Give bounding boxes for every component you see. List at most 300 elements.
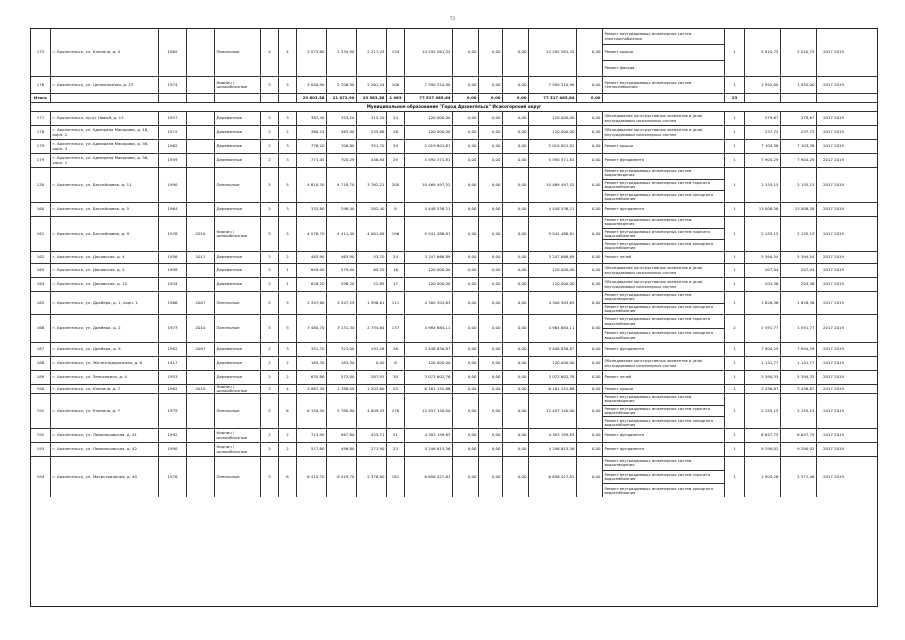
table-row <box>31 203 877 217</box>
table-cell: 134 <box>387 29 405 76</box>
table-cell: 191 <box>31 394 51 428</box>
table-cell: 0,00 <box>479 278 503 291</box>
work-item: Ремонт внутридомовых инженерных систем горячего водоснабжения <box>603 315 724 329</box>
table-cell: 3 <box>261 385 279 393</box>
work-item: Ремонт внутридомовых инженерных систем горячего водоснабжения <box>603 229 724 241</box>
table-cell: 8 <box>387 203 405 216</box>
address-cell: г. Архангельск, ул. Бассейновая, д. 11 <box>51 168 159 202</box>
table-cell: 7 590 310,90 <box>405 77 453 93</box>
table-cell: 446,84 <box>357 154 387 167</box>
work-item: Ремонт внутридомовых инженерных систем водоотведения <box>603 217 724 229</box>
table-cell: 5 <box>261 292 279 314</box>
table-cell: 0,00 <box>453 77 479 93</box>
table-cell: 713,90 <box>297 429 327 442</box>
table-cell: 1 <box>725 292 745 314</box>
table-cell: 6 150,50 <box>297 394 327 428</box>
table-cell: 0,00 <box>453 217 479 251</box>
table-cell: 2 <box>261 126 279 139</box>
table-cell: 778,20 <box>297 140 327 153</box>
table-cell: 5 394,33 <box>745 371 781 384</box>
table-cell: 2017 2019 <box>822 281 845 287</box>
table-cell: 3 448 856,87 <box>529 343 577 356</box>
table-cell: 29 <box>387 140 405 153</box>
table-cell: 203,36 <box>781 278 817 291</box>
subtotal-cell: 77 517 085,64 <box>405 94 453 102</box>
table-cell: 6 656 427,81 <box>405 457 453 497</box>
table-cell: 9 290,02 <box>745 443 781 456</box>
work-item: Ремонт внутридомовых инженерных систем водоотведения <box>603 292 724 304</box>
table-cell: 7 590 310,90 <box>529 77 577 93</box>
table-row <box>31 168 877 203</box>
table-cell: 0,00 <box>503 140 529 153</box>
table-cell: 279,67 <box>781 112 817 125</box>
table-cell: 2017 2019 <box>822 267 845 273</box>
table-cell: 2 <box>725 315 745 342</box>
work-item: Ремонт внутридомовых инженерных систем теплоснабжения <box>604 80 692 89</box>
works-cell <box>603 140 725 153</box>
table-cell: 463,90 <box>297 252 327 263</box>
table-cell: 1934 <box>159 278 187 291</box>
table-cell: 7 904,29 <box>745 343 781 356</box>
table-cell: 130 <box>31 168 51 202</box>
subtotal-cell <box>261 94 279 102</box>
table-cell: 167 <box>31 343 51 356</box>
table-cell: 183,30 <box>297 357 327 370</box>
table-cell: 2017 2019 <box>822 385 845 391</box>
works-cell <box>603 371 725 384</box>
table-cell: 2 <box>279 252 297 263</box>
table-cell: 5 <box>279 217 297 251</box>
table-cell: 2 706,90 <box>327 77 357 93</box>
table-cell: Деревянные <box>215 264 261 277</box>
address-cell: г. Архангельск, ул. Клепача, д. 5 <box>51 29 159 76</box>
table-cell: 12 457 140,00 <box>529 394 577 428</box>
work-item: Обследование конструктивных элементов и (или) внутридомовых инженерных систем <box>604 280 703 289</box>
table-cell: 181 <box>387 457 405 497</box>
works-cell <box>603 217 725 251</box>
table-cell: 3 040,90 <box>297 77 327 93</box>
table-row <box>31 126 877 140</box>
table-cell <box>187 357 215 370</box>
table-cell: 2007 <box>187 343 215 356</box>
address-cell: г. Архангельск, ул. Зеньковича, д. 4 <box>51 371 159 384</box>
table-cell: 279,67 <box>745 112 781 125</box>
table-cell <box>187 140 215 153</box>
table-cell: 1 303,60 <box>357 385 387 393</box>
table-cell: 160 <box>31 203 51 216</box>
work-item: Ремонт внутридомовых инженерных систем водоотведения <box>603 168 724 180</box>
table-cell: 111 <box>387 292 405 314</box>
table-cell: 5 590 371,81 <box>529 154 577 167</box>
table-cell: 0,00 <box>503 217 529 251</box>
table-cell: 0,00 <box>503 154 529 167</box>
table-cell: 51 <box>387 429 405 442</box>
table-cell: 463,90 <box>327 252 357 263</box>
table-cell: 10 469 497,52 <box>529 168 577 202</box>
table-cell: 0,00 <box>503 112 529 125</box>
work-item: Ремонт внутридомовых инженерных систем холодного водоснабжения <box>604 331 714 340</box>
table-cell: 161 <box>31 217 51 251</box>
table-cell: 196 <box>387 217 405 251</box>
table-cell: 1 <box>725 217 745 251</box>
table-cell: 1962 <box>159 343 187 356</box>
table-cell: 0,00 <box>453 168 479 202</box>
table-cell: 706,80 <box>327 140 357 153</box>
table-cell: 1 <box>725 77 745 93</box>
table-cell: 26 <box>387 126 405 139</box>
table-cell: 120 000,00 <box>405 126 453 139</box>
table-cell: 179 <box>31 154 51 167</box>
table-cell: 177 <box>31 112 51 125</box>
table-cell: 1 <box>279 264 297 277</box>
table-cell: 5 <box>261 217 279 251</box>
table-cell <box>187 278 215 291</box>
table-cell: 1 591,77 <box>745 315 781 342</box>
works-cell <box>603 457 725 497</box>
table-cell: 5 <box>279 77 297 93</box>
table-cell: 2017 2019 <box>822 446 845 452</box>
table-cell: 2017 2019 <box>822 181 845 187</box>
table-cell: 17 <box>387 278 405 291</box>
table-row <box>31 315 877 343</box>
table-cell: 771,45 <box>297 154 327 167</box>
table-row <box>31 252 877 264</box>
table-cell: 9 290,02 <box>781 443 817 456</box>
work-item: Ремонт внутридомовых инженерных систем холодного водоснабжения <box>604 192 714 201</box>
table-cell: 0,00 <box>479 443 503 456</box>
table-cell: 8 <box>387 357 405 370</box>
subtotal-cell <box>51 94 159 102</box>
table-cell: 1 141,77 <box>781 357 817 370</box>
table-cell: 2017 2019 <box>822 81 845 87</box>
table-cell: 4 718,70 <box>327 168 357 202</box>
table-cell: 0,00 <box>503 443 529 456</box>
table-cell: 2017 2019 <box>822 432 845 438</box>
table-cell: 1 <box>725 154 745 167</box>
works-cell <box>603 77 725 93</box>
table-cell: 2 <box>261 357 279 370</box>
table-cell: 2 <box>261 140 279 153</box>
table-cell: 0,00 <box>453 264 479 277</box>
table-cell: 0,00 <box>479 357 503 370</box>
table-cell: 2017 2019 <box>822 143 845 149</box>
work-item: Обследование конструктивных элементов и (или) внутридомовых инженерных систем <box>604 266 703 275</box>
table-cell: 0,00 <box>503 252 529 263</box>
table-cell: 5 019 801,81 <box>529 140 577 153</box>
subtotal-cell: 0,00 <box>479 94 503 102</box>
table-cell: 4 246 615,56 <box>405 443 453 456</box>
table-cell: 1 952,00 <box>745 77 781 93</box>
work-item: Ремонт внутридомовых инженерных систем горячего водоснабжения <box>603 406 724 418</box>
work-item: Обследование конструктивных элементов и (или) внутридомовых инженерных систем <box>604 359 703 368</box>
address-cell: г. Архангельск, ул. Дрейера, д. 9 <box>51 343 159 356</box>
table-cell: 0,00 <box>503 278 529 291</box>
table-cell: 360,24 <box>297 126 327 139</box>
address-cell: г. Архангельск, ул. Бассейновая, д. 9 <box>51 217 159 251</box>
table-row <box>31 278 877 292</box>
work-item: Ремонт фундамента <box>604 158 645 163</box>
table-cell: 2 <box>261 154 279 167</box>
table-cell: 0,00 <box>503 29 529 76</box>
table-cell: 55 <box>387 385 405 393</box>
table-cell: 6 419,70 <box>327 457 357 497</box>
table-cell: 235,86 <box>357 126 387 139</box>
table-cell: 1 828,36 <box>745 292 781 314</box>
subtotal-cell: 77 517 085,64 <box>529 94 577 102</box>
table-cell: 0,00 <box>453 126 479 139</box>
work-item: Ремонт печей <box>604 375 632 380</box>
table-cell: 0,00 <box>577 203 603 216</box>
table-cell: 26 <box>387 343 405 356</box>
works-cell <box>603 357 725 370</box>
table-cell: Деревянные <box>215 203 261 216</box>
table-cell: 29 <box>387 154 405 167</box>
table-cell: Панельные <box>215 457 261 497</box>
table-cell: 237,72 <box>781 126 817 139</box>
table-cell: 190 <box>31 385 51 393</box>
table-cell: 2017 2019 <box>822 407 845 413</box>
work-item: Ремонт крыши <box>604 144 634 149</box>
subtotal-cell: 23 <box>725 94 745 102</box>
table-cell: 2 <box>279 443 297 456</box>
table-cell: 0,00 <box>453 443 479 456</box>
table-cell: 4 303 199,83 <box>529 429 577 442</box>
table-cell: 1992 <box>159 429 187 442</box>
table-row <box>31 443 877 457</box>
table-cell: 3 131,30 <box>327 315 357 342</box>
table-cell <box>187 371 215 384</box>
table-cell: 1 <box>725 140 745 153</box>
table-cell: 425,71 <box>357 429 387 442</box>
table-cell: 0,00 <box>577 154 603 167</box>
table-cell: 0,00 <box>503 77 529 93</box>
table-cell: 0,00 <box>577 371 603 384</box>
subtotal-cell: Итого <box>31 94 51 102</box>
table-cell: 120 000,00 <box>529 126 577 139</box>
work-item: Ремонт внутридомовых инженерных систем холодного водоснабжения <box>604 486 714 495</box>
table-cell: 6 419,70 <box>297 457 327 497</box>
table-cell: 6 161 152,66 <box>529 385 577 393</box>
table-cell: 635,86 <box>297 371 327 384</box>
table-cell: 2017 2019 <box>822 346 845 352</box>
table-cell: 120 000,00 <box>405 357 453 370</box>
table-cell: 4 984 884,11 <box>529 315 577 342</box>
table-cell: 0,00 <box>479 77 503 93</box>
table-cell: 1 591,77 <box>781 315 817 342</box>
table-cell: 1962 <box>159 385 187 393</box>
table-cell: 3 <box>279 112 297 125</box>
table-cell: 2 <box>261 371 279 384</box>
table-cell: Кирпич / шлакоблочные <box>215 385 261 393</box>
table-cell: 0,00 <box>479 203 503 216</box>
table-cell: 1957 <box>159 112 187 125</box>
table-cell: 1974 <box>159 77 187 93</box>
table-cell: 13 008,58 <box>781 203 817 216</box>
table-cell: 0,00 <box>577 278 603 291</box>
table-row <box>31 457 877 497</box>
works-cell <box>603 112 725 125</box>
table-cell: Кирпич / шлакоблочные <box>215 77 261 93</box>
table-cell: 0,00 <box>503 315 529 342</box>
table-cell: 1990 <box>159 168 187 202</box>
table-cell <box>187 154 215 167</box>
table-cell: 2 <box>279 371 297 384</box>
table-cell: 1953 <box>159 371 187 384</box>
table-cell: 166 <box>31 315 51 342</box>
table-cell: 4 246 615,56 <box>529 443 577 456</box>
table-cell: 1 <box>725 252 745 263</box>
table-cell: 4 448 538,21 <box>405 203 453 216</box>
table-cell: 1962 <box>159 140 187 153</box>
section-title: Муниципальное образование "Город Архангельск" Исакогорский округ <box>366 103 542 109</box>
table-cell: 0,00 <box>479 315 503 342</box>
work-item: Ремонт фундамента <box>604 207 645 212</box>
table-cell: Панельные <box>215 292 261 314</box>
table-row <box>31 429 877 443</box>
table-cell: 0,00 <box>577 292 603 314</box>
table-cell: 2 754,64 <box>357 315 387 342</box>
table-cell: 137 <box>387 315 405 342</box>
table-cell: 5 378,60 <box>357 457 387 497</box>
table-cell: 2 <box>261 264 279 277</box>
table-cell: 1 <box>725 29 745 76</box>
table-cell: 3 067,30 <box>297 385 327 393</box>
table-cell: Деревянные <box>215 252 261 263</box>
table-cell: 2 155,15 <box>745 168 781 202</box>
table-cell: 315,20 <box>357 112 387 125</box>
table-cell: 0,00 <box>453 343 479 356</box>
table-row <box>31 264 877 278</box>
works-cell <box>603 168 725 202</box>
table-cell: 0,00 <box>577 126 603 139</box>
table-cell: 0,00 <box>577 217 603 251</box>
table-cell: 0,00 <box>503 457 529 497</box>
table-cell: 4 076,70 <box>297 217 327 251</box>
table-cell: 22,85 <box>357 278 387 291</box>
table-cell: 2017 2019 <box>822 115 845 121</box>
works-cell <box>603 429 725 442</box>
work-item: Обследование конструктивных элементов и (или) внутридомовых инженерных систем <box>604 114 703 123</box>
subtotal-cell: 23 803,58 <box>297 94 327 102</box>
work-item: Ремонт крыши <box>603 45 724 61</box>
table-cell: 192 <box>31 429 51 442</box>
table-cell: 1966 <box>159 292 187 314</box>
table-cell: 6 <box>279 457 297 497</box>
table-cell: 0,00 <box>577 394 603 428</box>
subtotal-cell <box>215 94 261 102</box>
table-cell: 3 448 856,87 <box>405 343 453 356</box>
table-row <box>31 357 877 371</box>
table-cell: 0,00 <box>453 112 479 125</box>
table-cell: 0,00 <box>503 429 529 442</box>
table-cell <box>187 264 215 277</box>
table-row <box>31 371 877 385</box>
table-cell: 120 000,00 <box>529 357 577 370</box>
works-cell <box>603 385 725 393</box>
table-cell: 0,00 <box>479 264 503 277</box>
address-cell: г. Архангельск, ул. Железнодорожная, д. 6 <box>51 357 159 370</box>
table-row <box>31 140 877 154</box>
work-item: Ремонт внутридомовых инженерных систем горячего водоснабжения <box>603 471 724 485</box>
table-cell: 106 <box>387 77 405 93</box>
table-row <box>31 77 877 94</box>
works-cell <box>603 343 725 356</box>
table-cell: 2 <box>261 443 279 456</box>
subtotal-cell <box>781 94 817 102</box>
table-cell: 207,04 <box>781 264 817 277</box>
subtotal-cell: 0,00 <box>503 94 529 102</box>
table-cell: 0,00 <box>503 343 529 356</box>
table-cell: 175 <box>31 29 51 76</box>
table-cell <box>187 29 215 76</box>
table-cell: 0,00 <box>577 264 603 277</box>
table-cell: 0,00 <box>503 357 529 370</box>
table-cell: 2017 2019 <box>822 299 845 305</box>
table-cell: 9 541 486,81 <box>529 217 577 251</box>
table-cell: 0,00 <box>503 264 529 277</box>
table-cell: 6 647,75 <box>745 429 781 442</box>
table-cell: 4 810,30 <box>297 168 327 202</box>
table-cell: 0,00 <box>479 292 503 314</box>
table-cell: 2 371,48 <box>781 457 817 497</box>
table-cell: 2 155,15 <box>781 394 817 428</box>
subtotal-cell <box>745 94 781 102</box>
works-cell <box>603 278 725 291</box>
table-cell: 387,30 <box>297 112 327 125</box>
table-cell: 1 <box>725 264 745 277</box>
table-cell: 572,00 <box>327 371 357 384</box>
table-cell: 0,00 <box>479 217 503 251</box>
table-cell: 0,00 <box>453 292 479 314</box>
table-cell: 1 <box>725 126 745 139</box>
table-cell: Кирпич / шлакоблочные <box>215 429 261 442</box>
table-cell <box>187 77 215 93</box>
table-cell: 5 <box>279 168 297 202</box>
table-cell: 1 141,77 <box>745 357 781 370</box>
table-cell: 2 217,23 <box>357 29 387 76</box>
table-cell: 0,00 <box>577 385 603 393</box>
table-cell: 5 010,75 <box>781 29 817 76</box>
work-item: Ремонт внутридомовых инженерных систем электроснабжения <box>603 29 724 45</box>
table-cell <box>187 394 215 428</box>
table-cell: 1 <box>725 429 745 442</box>
subtotal-row <box>31 94 877 103</box>
table-cell: 120 000,00 <box>405 112 453 125</box>
table-cell: 1964 <box>159 203 187 216</box>
table-cell: 0,00 <box>577 140 603 153</box>
table-cell: 4 <box>279 29 297 76</box>
table-cell: 2 334,90 <box>327 29 357 76</box>
table-cell: 0,00 <box>503 371 529 384</box>
table-cell: 3 <box>279 203 297 216</box>
table-cell: Панельные <box>215 394 261 428</box>
table-cell: Деревянные <box>215 154 261 167</box>
table-cell: 0,00 <box>577 252 603 263</box>
table-cell: 1973 <box>159 315 187 342</box>
table-cell: Деревянные <box>215 371 261 384</box>
table-cell: 4 300 303,63 <box>405 292 453 314</box>
table-cell: 0,00 <box>577 315 603 342</box>
works-cell <box>603 252 725 263</box>
works-cell <box>603 126 725 139</box>
table-cell: Деревянные <box>215 112 261 125</box>
address-cell: г. Архангельск, ул. Дрейера, д. 1, корп. 1 <box>51 292 159 314</box>
table-cell: 4 411,40 <box>327 217 357 251</box>
table-cell: 0,00 <box>503 126 529 139</box>
table-cell: 1990 <box>159 443 187 456</box>
table-row <box>31 29 877 77</box>
table-cell: 1 <box>725 168 745 202</box>
